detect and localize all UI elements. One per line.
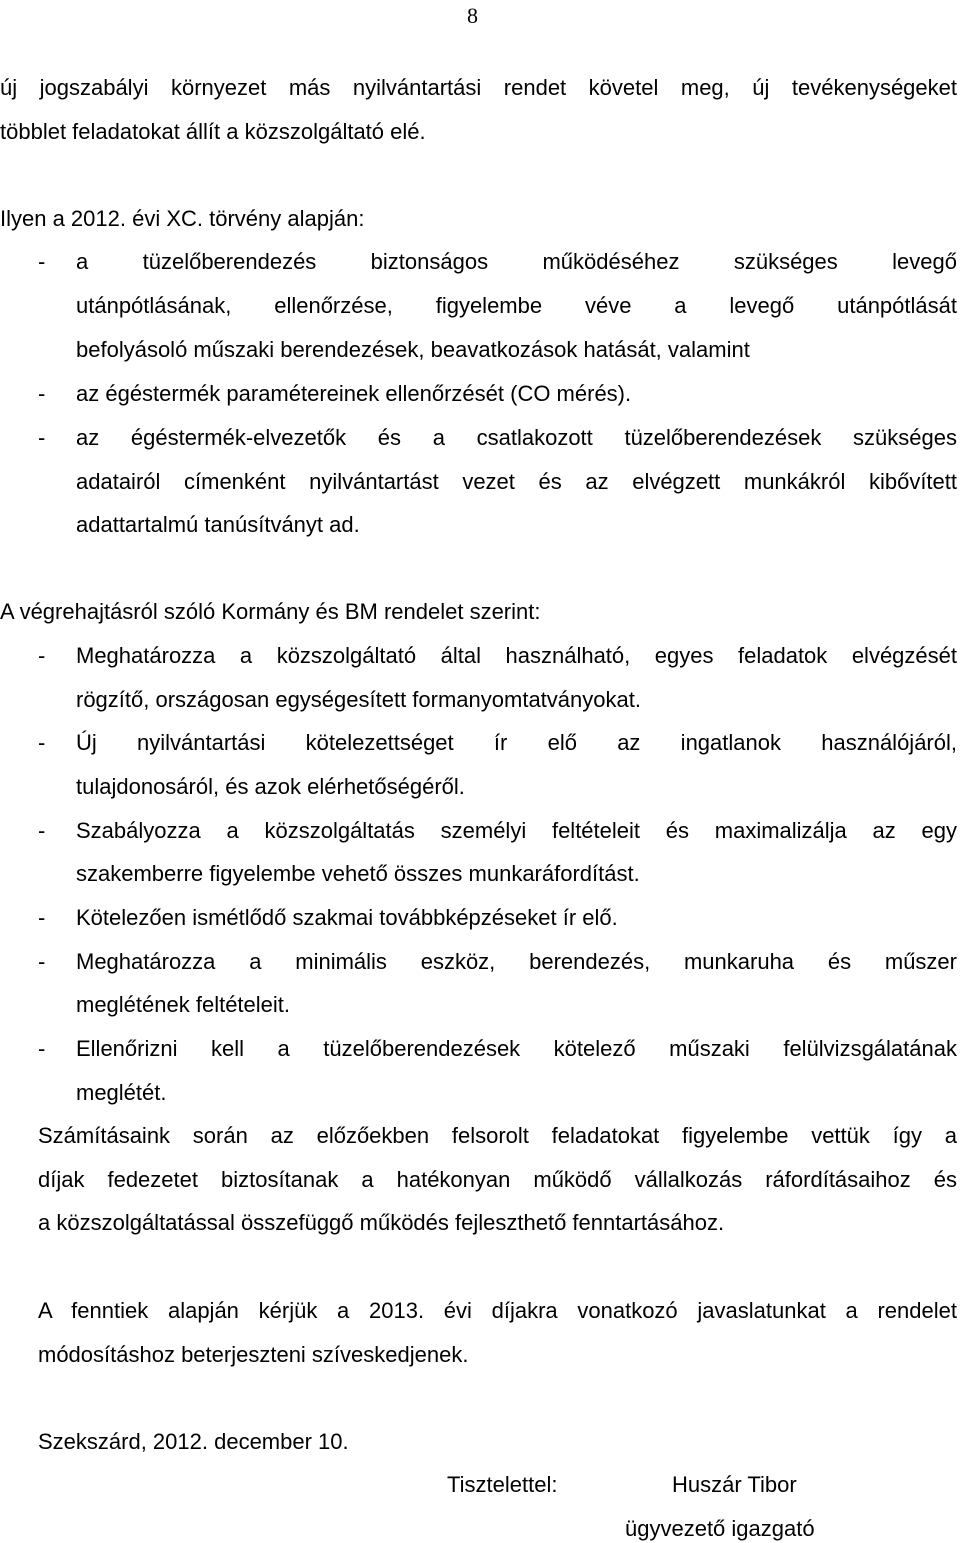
list-item-line: Szabályozza a közszolgáltatás személyi feltételeit és maximalizálja az egy <box>76 818 957 843</box>
list-item-line: Kötelezően ismétlődő szakmai továbbképzéseket ír elő. <box>76 905 618 930</box>
paragraph-line: díjak fedezetet biztosítanak a hatékonyan működő vállalkozás ráfordításaihoz és <box>38 1167 957 1192</box>
intro-line: új jogszabályi környezet más nyilvántartási rendet követel meg, új tevékenységeket <box>0 75 957 100</box>
paragraph-line: A fenntiek alapján kérjük a 2013. évi díjakra vonatkozó javaslatunkat a rendelet <box>38 1298 957 1323</box>
list-item-line: Meghatározza a minimális eszköz, berendezés, munkaruha és műszer <box>76 949 957 974</box>
signature-greeting: Tisztelettel: <box>447 1472 558 1497</box>
list-item-line: adatairól címenként nyilvántartást vezet és az elvégzett munkákról kibővített <box>76 469 957 494</box>
list-item-line: utánpótlásának, ellenőrzése, figyelembe véve a levegő utánpótlását <box>76 293 957 318</box>
list-dash: - <box>38 905 46 930</box>
list-item-line: rögzítő, országosan egységesített formanyomtatványokat. <box>76 687 641 712</box>
list-dash: - <box>38 381 46 406</box>
list-item-line: szakemberre figyelembe vehető összes munkaráfordítást. <box>76 861 640 886</box>
list-item-line: az égéstermék-elvezetők és a csatlakozott tüzelőberendezések szükséges <box>76 425 957 450</box>
list-item-line: Új nyilvántartási kötelezettséget ír elő az ingatlanok használójáról, <box>76 730 957 755</box>
list-item-line: befolyásoló műszaki berendezések, beavatkozások hatását, valamint <box>76 337 750 362</box>
signer-title: ügyvezető igazgató <box>625 1516 815 1541</box>
page-number: 8 <box>467 3 478 28</box>
intro-line: többlet feladatokat állít a közszolgáltató elé. <box>0 119 426 144</box>
list-item-line: a tüzelőberendezés biztonságos működéséhez szükséges levegő <box>76 249 957 274</box>
list-item-line: tulajdonosáról, és azok elérhetőségéről. <box>76 774 465 799</box>
paragraph-line: módosításhoz beterjeszteni szíveskedjenek. <box>38 1342 469 1367</box>
list-dash: - <box>38 643 46 668</box>
list-dash: - <box>38 425 46 450</box>
list-dash: - <box>38 818 46 843</box>
list-item-line: adattartalmú tanúsítványt ad. <box>76 512 360 537</box>
signer-name: Huszár Tibor <box>672 1472 797 1497</box>
list-item-line: az égéstermék paramétereinek ellenőrzését (CO mérés). <box>76 381 632 406</box>
paragraph-line: a közszolgáltatással összefüggő működés fejleszthető fenntartásához. <box>38 1210 725 1235</box>
law-heading: Ilyen a 2012. évi XC. törvény alapján: <box>0 206 365 231</box>
list-dash: - <box>38 949 46 974</box>
list-dash: - <box>38 730 46 755</box>
list-dash: - <box>38 1036 46 1061</box>
list-dash: - <box>38 249 46 274</box>
list-item-line: meglétének feltételeit. <box>76 992 291 1017</box>
list-item-line: Ellenőrizni kell a tüzelőberendezések kötelező műszaki felülvizsgálatának <box>76 1036 957 1061</box>
paragraph-line: Számításaink során az előzőekben felsorolt feladatokat figyelembe vettük így a <box>38 1123 957 1148</box>
decree-heading: A végrehajtásról szóló Kormány és BM rendelet szerint: <box>0 599 541 624</box>
place-date: Szekszárd, 2012. december 10. <box>38 1429 349 1454</box>
list-item-line: meglétét. <box>76 1080 167 1105</box>
list-item-line: Meghatározza a közszolgáltató által használható, egyes feladatok elvégzését <box>76 643 957 668</box>
